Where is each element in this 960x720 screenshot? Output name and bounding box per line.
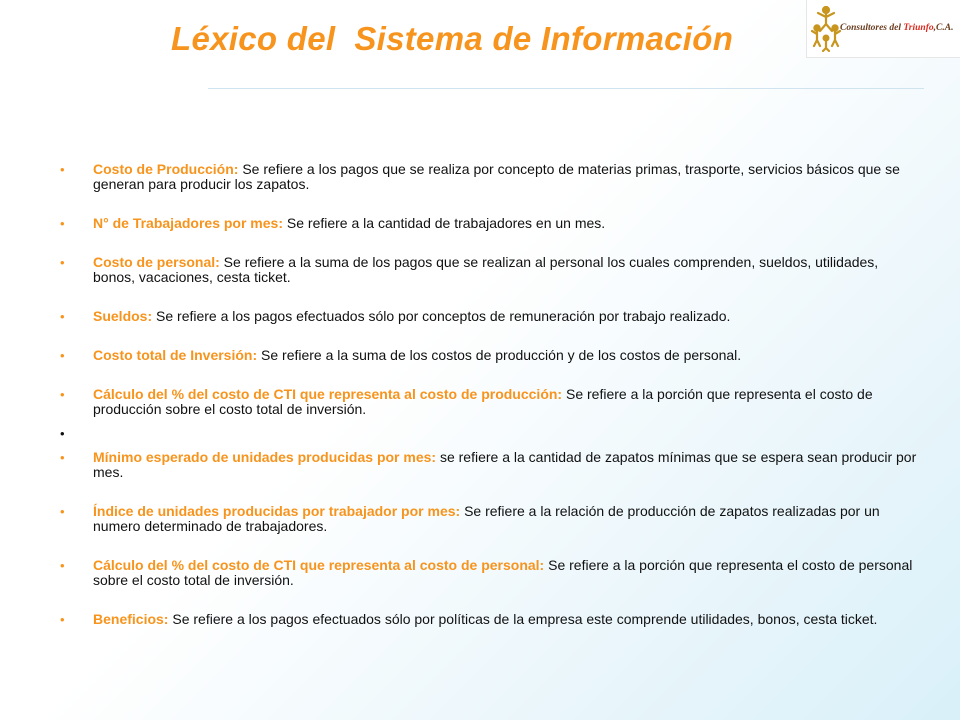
bullet-icon: • — [60, 450, 65, 465]
slide-title: Léxico del Sistema de Información — [171, 20, 734, 57]
list-item-text: Se refiere a los pagos que se realiza por concepto de materias primas, trasporte, servicios básicos que se generan para producir los zapatos. — [93, 161, 900, 192]
logo-figures-icon — [811, 4, 841, 52]
list-item-text: Se refiere a la porción que representa el costo de personal sobre el costo total de inversión. — [93, 557, 913, 588]
list-item-term: N° de Trabajadores por mes: — [93, 215, 283, 231]
list-item — [60, 348, 920, 363]
list-item-term: Beneficios: — [93, 611, 169, 627]
list-item-term: Índice de unidades producidas por trabajador por mes: — [93, 503, 461, 519]
list-item-term: Costo de personal: — [93, 254, 220, 270]
list-item — [60, 255, 920, 285]
list-item-text: Se refiere a la cantidad de trabajadores en un mes. — [283, 215, 606, 231]
list-item — [60, 309, 920, 324]
list-item-empty — [60, 426, 920, 441]
list-item — [60, 558, 920, 588]
list-item-term: Mínimo esperado de unidades producidas por mes: — [93, 449, 437, 465]
list-item-text: Se refiere a la relación de producción de zapatos realizadas por un numero determinado de trabajadores. — [93, 503, 880, 534]
list-item-term: Sueldos: — [93, 308, 153, 324]
list-item — [60, 450, 920, 480]
list-item-term: Cálculo del % del costo de CTI que representa al costo de producción: — [93, 386, 563, 402]
bullet-icon: • — [60, 255, 65, 270]
bullet-icon: • — [60, 387, 65, 402]
list-item-term: Costo de Producción: — [93, 161, 239, 177]
list-item-text: Se refiere a la suma de los costos de producción y de los costos de personal. — [257, 347, 742, 363]
bullet-icon: • — [60, 309, 65, 324]
list-item-text: Se refiere a los pagos efectuados sólo por conceptos de remuneración por trabajo realizado. — [152, 308, 731, 324]
bullet-icon: • — [60, 558, 65, 573]
logo-text — [840, 23, 953, 33]
logo-text-accent: Triunfo — [903, 23, 934, 33]
bullet-icon: • — [60, 216, 65, 231]
list-item — [60, 216, 920, 231]
list-item-term: Costo total de Inversión: — [93, 347, 258, 363]
lexicon-list — [60, 162, 920, 627]
logo-text-main: Consultores del — [840, 23, 904, 33]
title-divider — [208, 88, 924, 89]
bullet-icon: • — [60, 426, 65, 441]
bullet-icon: • — [60, 504, 65, 519]
bullet-icon: • — [60, 162, 65, 177]
list-item-text: Se refiere a los pagos efectuados sólo por políticas de la empresa este comprende utilidades, bonos, cesta ticket. — [168, 611, 878, 627]
list-item-text: se refiere a la cantidad de zapatos mínimas que se espera sean producir por mes. — [93, 449, 917, 480]
list-item-text: Se refiere a la suma de los pagos que se realizan al personal los cuales comprenden, sueldos, utilidades, bonos, vacaciones, cesta ticket. — [93, 254, 879, 285]
logo-text-suffix: ,C.A. — [933, 23, 954, 33]
bullet-icon: • — [60, 612, 65, 627]
list-item — [60, 387, 920, 417]
list-item-text: Se refiere a la porción que representa el costo de producción sobre el costo total de inversión. — [93, 386, 873, 417]
list-item — [60, 504, 920, 534]
list-item-term: Cálculo del % del costo de CTI que representa al costo de personal: — [93, 557, 545, 573]
bullet-icon: • — [60, 348, 65, 363]
list-item — [60, 162, 920, 192]
list-item — [60, 612, 920, 627]
company-logo — [806, 0, 960, 58]
